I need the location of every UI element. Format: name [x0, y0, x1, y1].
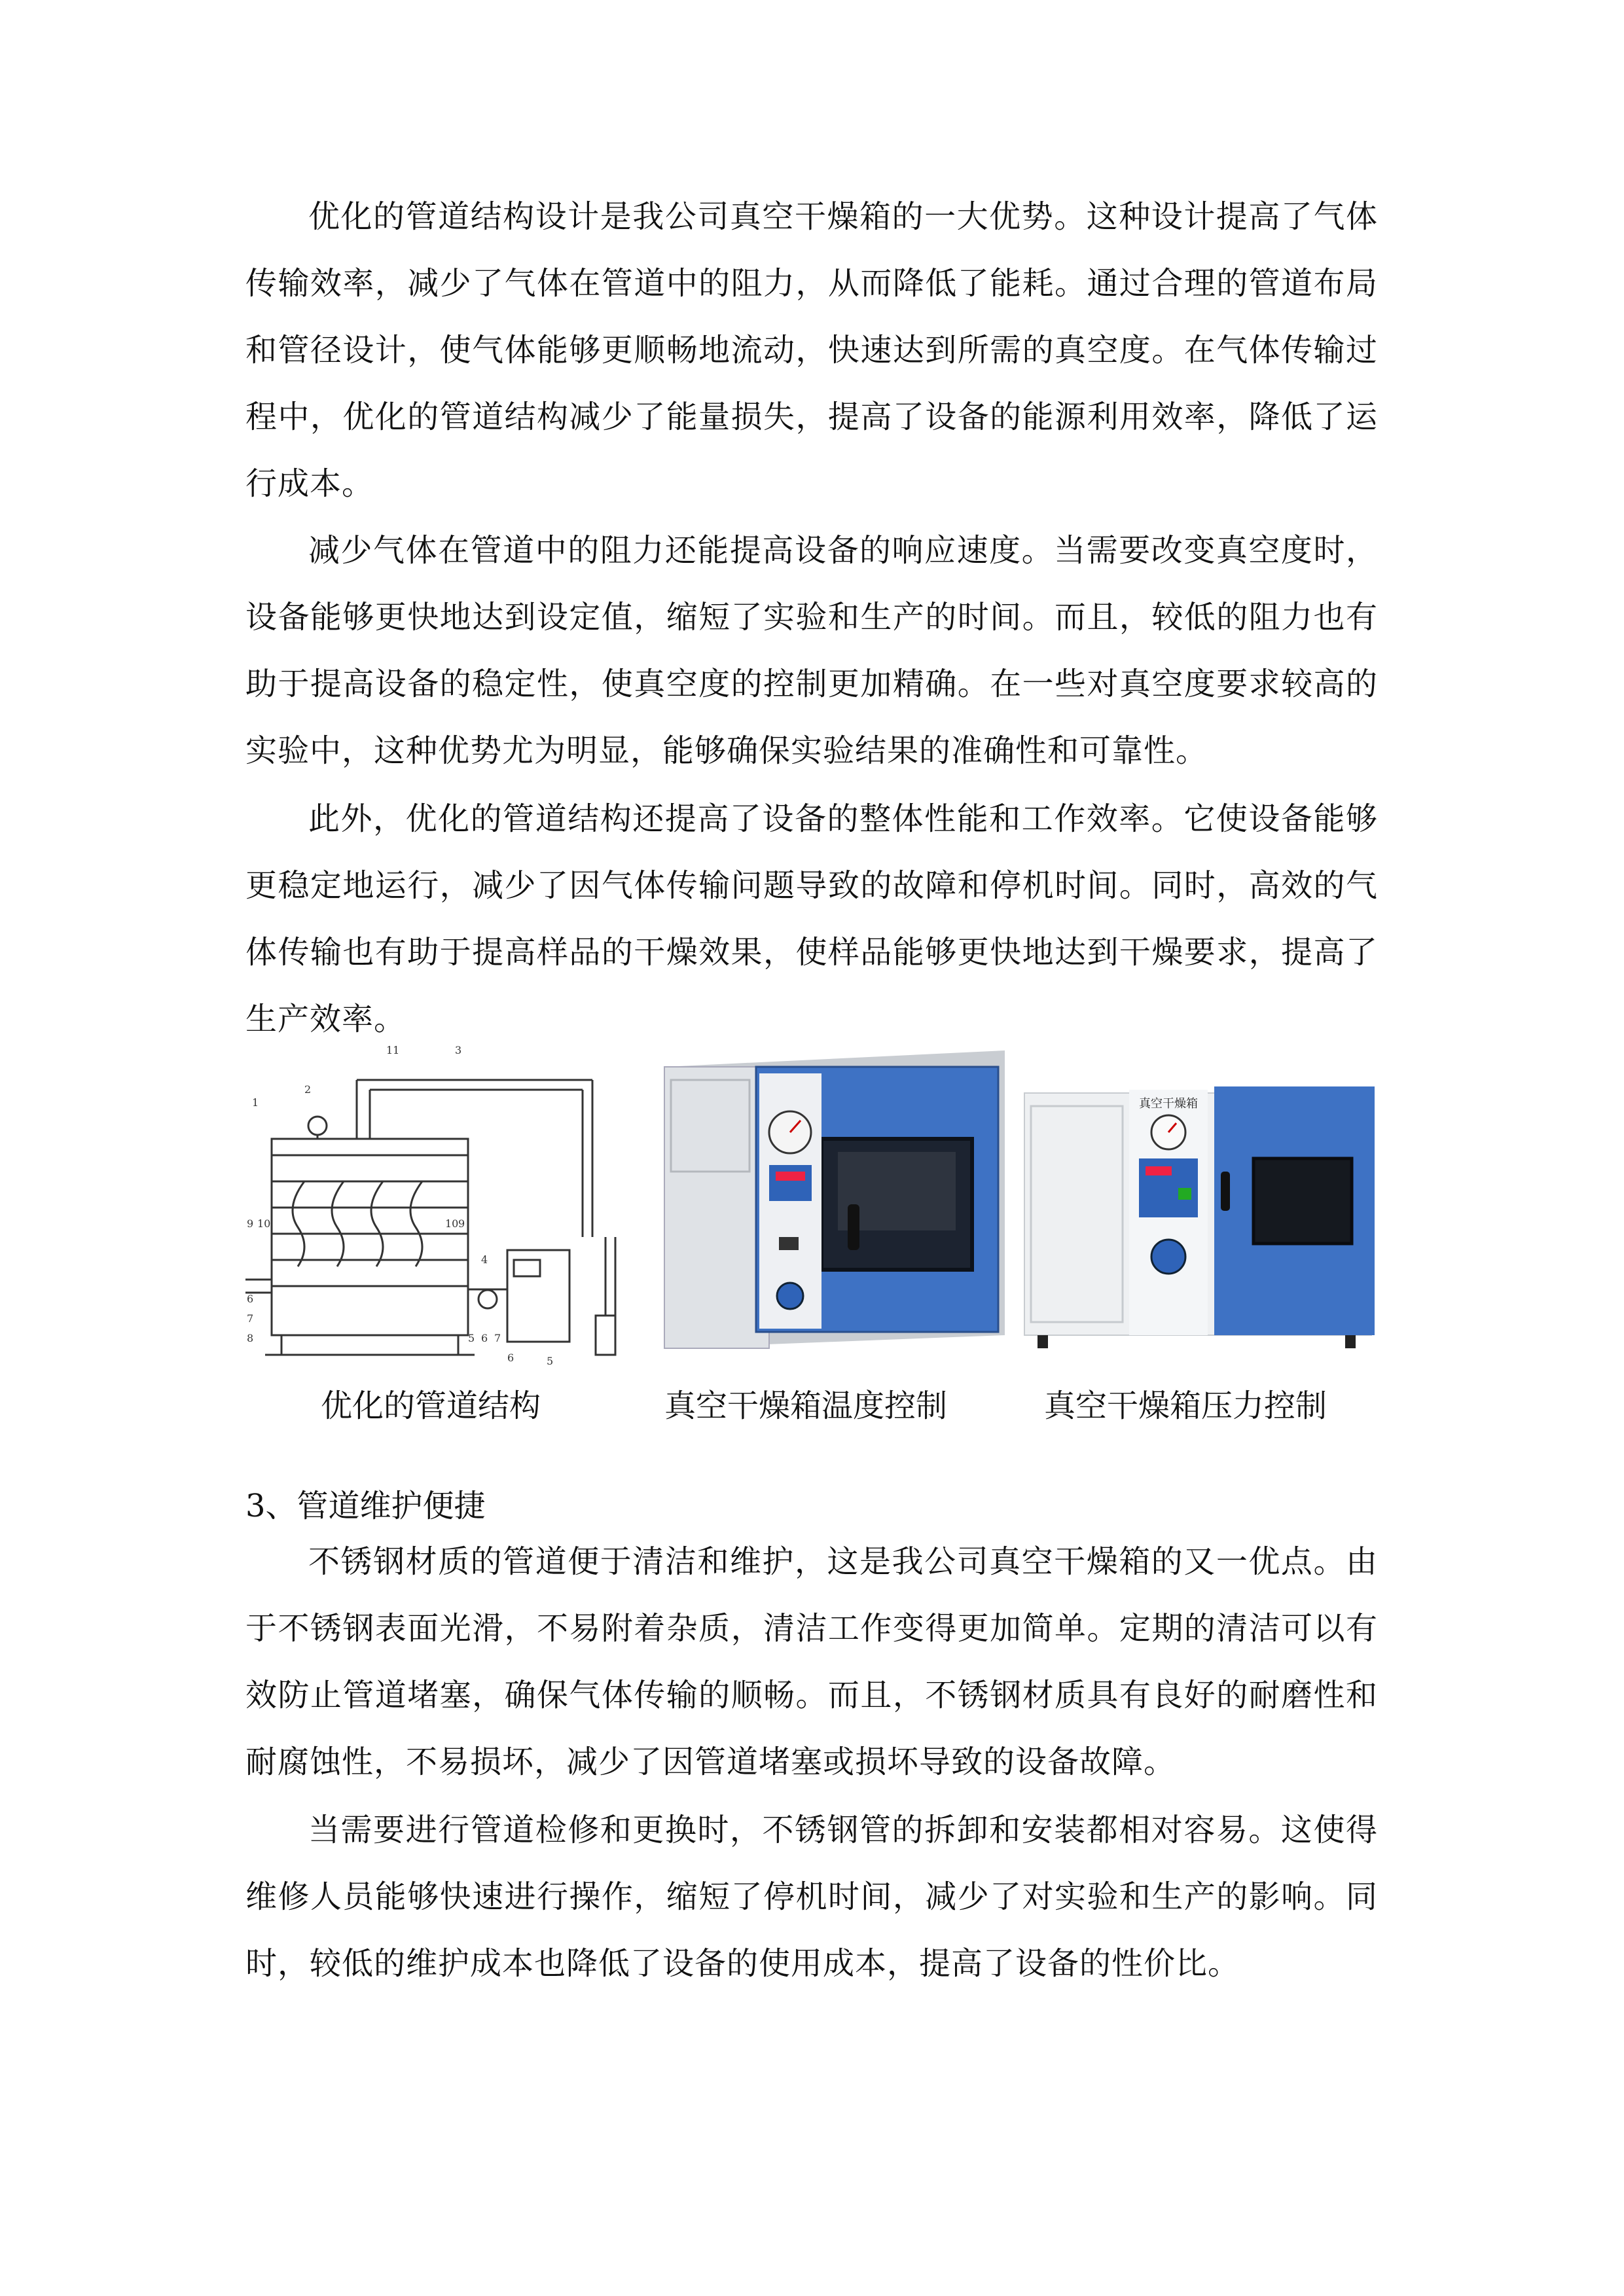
diagram-label: 6: [507, 1352, 514, 1364]
oven-panel-title: 真空干燥箱: [1139, 1097, 1198, 1111]
diagram-label: 6: [481, 1332, 488, 1344]
section-paragraph-2: 当需要进行管道检修和更换时，不锈钢管的拆卸和安装都相对容易。这使得维修人员能够快速进行操作，缩短了停机时间，减少了对实验和生产的影响。同时，较低的维护成本也降低了设备的使用成本，提高了设备的性价比。: [245, 1812, 1378, 1982]
oven-temperature-photo: [651, 1041, 1018, 1368]
pipe-diagram-svg: [245, 1041, 622, 1368]
paragraph-3: 此外，优化的管道结构还提高了设备的整体性能和工作效率。它使设备能够更稳定地运行，减少了因气体传输问题导致的故障和停机时间。同时，高效的气体传输也有助于提高样品的干燥效果，使样品能够更快地达到干燥要求，提高了生产效率。: [245, 800, 1378, 1037]
paragraph-2: 减少气体在管道中的阻力还能提高设备的响应速度。当需要改变真空度时，设备能够更快地达到设定值，缩短了实验和生产的时间。而且，较低的阻力也有助于提高设备的稳定性，使真空度的控制更加精确。在一些对真空度要求较高的实验中，这种优势尤为明显，能够确保实验结果的准确性和可靠性。: [245, 532, 1378, 769]
section-paragraph-1: 不锈钢材质的管道便于清洁和维护，这是我公司真空干燥箱的又一优点。由于不锈钢表面光滑，不易附着杂质，清洁工作变得更加简单。定期的清洁可以有效防止管道堵塞，确保气体传输的顺畅。而且，不锈钢材质具有良好的耐磨性和耐腐蚀性，不易损坏，减少了因管道堵塞或损坏导致的设备故障。: [245, 1543, 1378, 1780]
figure-caption-1: 优化的管道结构: [321, 1388, 541, 1424]
diagram-label: 7: [247, 1312, 254, 1325]
pipe-structure-diagram: [245, 1041, 622, 1368]
oven-pressure-photo: [1018, 1041, 1378, 1368]
diagram-label: 8: [247, 1332, 254, 1344]
diagram-label: 4: [481, 1253, 488, 1266]
diagram-label: 7: [494, 1332, 501, 1344]
oven-2-svg: [1018, 1041, 1378, 1368]
figure-caption-2: 真空干燥箱温度控制: [664, 1388, 948, 1424]
oven-1-svg: [651, 1041, 1018, 1368]
diagram-label: 3: [455, 1044, 462, 1056]
figure-caption-3: 真空干燥箱压力控制: [1044, 1388, 1327, 1424]
diagram-label: 1: [252, 1096, 259, 1109]
diagram-label: 5: [547, 1355, 554, 1367]
figure-row: [245, 1041, 1378, 1374]
diagram-label: 5: [468, 1332, 475, 1344]
diagram-label: 10: [445, 1217, 459, 1230]
diagram-label: 10: [257, 1217, 271, 1230]
paragraph-1: 优化的管道结构设计是我公司真空干燥箱的一大优势。这种设计提高了气体传输效率，减少了气体在管道中的阻力，从而降低了能耗。通过合理的管道布局和管径设计，使气体能够更顺畅地流动，快速达到所需的真空度。在气体传输过程中，优化的管道结构减少了能量损失，提高了设备的能源利用效率，降低了运行成本。: [245, 198, 1378, 502]
diagram-label: 2: [304, 1083, 312, 1096]
diagram-label: 9: [458, 1217, 465, 1230]
section-heading: 3、管道维护便捷: [245, 1488, 486, 1524]
diagram-label: 6: [247, 1293, 254, 1305]
diagram-label: 9: [247, 1217, 254, 1230]
diagram-label: 11: [386, 1044, 400, 1056]
